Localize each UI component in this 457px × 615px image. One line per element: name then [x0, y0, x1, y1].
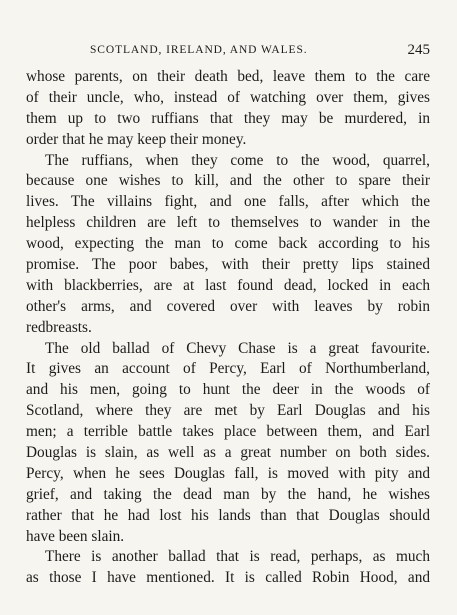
body-text — [26, 67, 430, 589]
paragraph-start-line: There is another ballad that is read, perhaps, as much — [45, 548, 430, 566]
text-line: helpless children are left to themselves to wander in the — [26, 214, 430, 232]
text-line: It gives an account of Percy, Earl of Northumberland, — [26, 360, 430, 378]
page-number: 245 — [407, 42, 430, 58]
text-line: Percy, when he sees Douglas fall, is moved with pity and — [26, 464, 430, 482]
text-line: promise. The poor babes, with their pretty lips stained — [26, 256, 430, 274]
text-line: as those I have mentioned. It is called Robin Hood, and — [26, 569, 430, 587]
paragraph-start-line: The old ballad of Chevy Chase is a great favourite. — [45, 339, 430, 357]
text-line: whose parents, on their death bed, leave them to the care — [26, 68, 430, 85]
text-line: and his men, going to hunt the deer in the woods of — [26, 381, 430, 399]
text-line: with blackberries, are at last found dead, locked in each — [26, 276, 430, 294]
text-line: lives. The villains fight, and one falls, after which the — [26, 193, 430, 211]
text-line: rather that he had lost his lands than that Douglas should — [26, 506, 430, 524]
text-line: have been slain. — [26, 527, 125, 545]
text-line: Scotland, where they are met by Earl Douglas and his — [26, 402, 430, 420]
paragraph-start-line: The ruffians, when they come to the wood, quarrel, — [45, 151, 430, 169]
text-line: because one wishes to kill, and the other to spare their — [26, 172, 430, 190]
text-line: Douglas is slain, as well as a great number on both sides. — [26, 444, 430, 462]
text-line: of their uncle, who, instead of watching over them, gives — [26, 88, 430, 106]
text-line: other's arms, and covered over with leaves by robin — [26, 297, 430, 315]
text-line: order that he may keep their money. — [26, 130, 247, 148]
running-title: SCOTLAND, IRELAND, AND WALES. — [90, 44, 308, 56]
text-line: wood, expecting the man to come back according to his — [26, 235, 430, 253]
text-line: them up to two ruffians that they may be murdered, in — [26, 109, 430, 127]
text-line: grief, and taking the dead man by the hand, he wishes — [26, 485, 430, 503]
running-head — [90, 44, 430, 62]
text-line: redbreasts. — [26, 318, 92, 336]
text-line: men; a terrible battle takes place between them, and Earl — [26, 423, 430, 441]
